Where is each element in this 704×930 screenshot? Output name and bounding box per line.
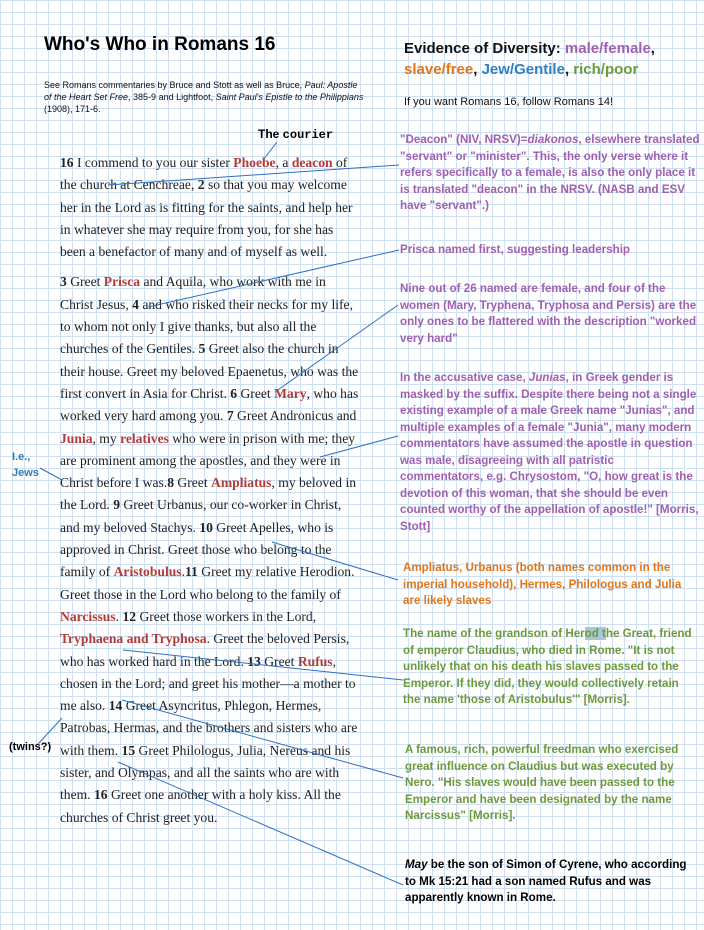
note-aristobulus-highlight: od t xyxy=(584,627,606,640)
connector-deacon xyxy=(108,165,399,185)
scripture-text-run: and Aquila, who work with me in Christ Jesus, xyxy=(60,274,326,312)
scripture-text-run: I commend to you our sister xyxy=(73,155,234,170)
verse-number: 16 xyxy=(60,155,74,170)
scripture-text-run: , my xyxy=(92,430,121,446)
verse-number: 12 xyxy=(122,608,137,624)
scripture-text-run: . xyxy=(181,564,186,580)
heading-slave-free: slave/free xyxy=(404,61,474,78)
heading-comma: , xyxy=(564,61,574,78)
verse-number: 8 xyxy=(167,475,175,491)
heading-male-female: male/female xyxy=(564,40,651,57)
scripture-text-run: , my beloved in the Lord. xyxy=(60,475,357,513)
follow-romans-14-note: If you want Romans 16, follow Romans 14! xyxy=(404,96,614,108)
heading-comma: , xyxy=(473,61,482,78)
side-note-jews-line1: I.e., xyxy=(12,451,31,463)
scripture-text-run: Greet Apelles, who is approved in Christ. Greet those who belong to the family of xyxy=(60,519,334,580)
scripture-text-run: Greet Asyncritus, Phlegon, Hermes, Patrobas, Hermas, and the brothers and sisters who are with them. xyxy=(60,698,358,758)
scripture-text-run: so that you may welcome her in the Lord as is fitting for the saints, and help her in whatever she may require from you, for she has been a benefactor of many and of myself as well. xyxy=(60,177,353,260)
verse-number: 15 xyxy=(121,742,136,758)
courier-label-the: The xyxy=(258,127,283,141)
connector-prisca xyxy=(148,250,399,307)
name-mary: Mary xyxy=(274,385,307,401)
name-junia: Junia xyxy=(60,430,93,446)
name-tryphaena-tryphosa: Tryphaena and Tryphosa xyxy=(60,631,207,647)
connector-twins xyxy=(38,718,62,744)
note-narcissus: A famous, rich, powerful freedman who exercised great influence on Claudius but was executed by Nero. "His slaves would have been passed to the Emperor and have been designated by the name Narcissus" [Morris]. xyxy=(405,743,679,822)
courier-label-word: courier xyxy=(282,128,334,142)
verse-number: 3 xyxy=(60,274,67,290)
scripture-text-run: Greet those workers in the Lord, xyxy=(136,608,317,624)
note-rufus-rest: be the son of Simon of Cyrene, who according to Mk 15:21 had a son named Rufus and was apparently known in Rome. xyxy=(405,858,687,904)
note-rufus-may: May xyxy=(405,858,428,871)
scripture-text-run: Greet also the church in their house. Greet my beloved Epaenetus, who was the first convert in Asia for Christ. xyxy=(60,341,359,401)
scripture-text-run: Greet xyxy=(260,653,298,669)
verse-number: 11 xyxy=(185,564,198,580)
connector-worked-hard xyxy=(320,436,398,457)
connector-aristobulus xyxy=(123,650,403,680)
scripture-text-run: Greet xyxy=(174,475,212,491)
scripture-text-run: Greet one another with a holy kiss. All the churches of Christ greet you. xyxy=(60,787,341,825)
note-junia-greek: Junias xyxy=(528,371,566,384)
reference-book-lightfoot: Saint Paul's Epistle to the Philippians xyxy=(215,92,364,102)
scripture-text-run: . Greet the beloved Persis, who has worked hard in the Lord. xyxy=(60,631,350,669)
verse-number: 6 xyxy=(230,385,238,401)
connector-courier xyxy=(263,142,277,160)
references-prefix: See Romans commentaries by Bruce and Stott as well as Bruce, xyxy=(44,80,305,90)
verse-number: 10 xyxy=(199,519,213,535)
references-mid: , 385-9 and Lightfoot, xyxy=(128,92,216,102)
verse-number: 14 xyxy=(108,698,123,714)
side-note-jews-line2: Jews xyxy=(12,467,39,479)
verse-number: 7 xyxy=(226,408,234,424)
connector-narcissus xyxy=(122,700,403,778)
note-deacon-c: , elsewhere translated "servant" or "minister". This, the only verse where it refers specifically to a female, is also the only place it is translated "deacon" in the NRSV. (NASB and ESV have "servant".) xyxy=(400,133,700,212)
name-rufus: Rufus xyxy=(297,653,333,669)
word-deacon: deacon xyxy=(291,155,333,170)
verse-number: 13 xyxy=(247,653,261,669)
name-prisca: Prisca xyxy=(103,274,141,290)
verse-number: 5 xyxy=(198,341,206,357)
references-suffix: (1908), 171-6. xyxy=(44,104,101,114)
scripture-text-run: and who risked their necks for my life, to whom not only I give thanks, but also all the churches of the Gentiles. xyxy=(60,296,353,357)
scripture-text-run: Greet xyxy=(66,274,104,290)
connector-jews xyxy=(40,468,62,480)
reference-book-bruce: Paul: Apostle of the Heart Set Free xyxy=(44,80,358,102)
scripture-text-run: of the church at Cenchreae, xyxy=(60,155,348,193)
heading-comma: , xyxy=(650,40,655,57)
scripture-text-run: who were in prison with me; they are prominent among the apostles, and they were in Christ before I was. xyxy=(60,430,356,491)
name-phoebe: Phoebe xyxy=(233,155,276,170)
verse-number: 16 xyxy=(93,787,108,803)
connector-rufus xyxy=(118,762,403,885)
connector-slaves xyxy=(272,542,398,580)
side-note-twins: (twins?) xyxy=(9,741,52,753)
scripture-text-run: Greet Urbanus, our co-worker in Christ, and my beloved Stachys. xyxy=(60,497,342,535)
verse-number: 4 xyxy=(132,296,139,312)
scripture-text-run: , chosen in the Lord; and greet his mother—a mother to me also. xyxy=(60,653,356,714)
note-slaves: Ampliatus, Urbanus (both names common in the imperial household), Hermes, Philologus and Julia are likely slaves xyxy=(403,561,682,607)
scripture-text-run: Greet Philologus, Julia, Nereus and his sister, and Olympas, and all the saints who are with them. xyxy=(60,742,351,803)
scripture-text-run: Greet xyxy=(237,385,275,401)
scripture-text-run: . xyxy=(115,608,123,624)
name-narcissus: Narcissus xyxy=(60,608,116,624)
heading-rich-poor: rich/poor xyxy=(573,61,639,78)
scripture-text-run: Greet Andronicus and xyxy=(233,408,357,424)
note-deacon-a: "Deacon" (NIV, NRSV)= xyxy=(400,133,528,146)
page-title: Who's Who in Romans 16 xyxy=(44,34,276,55)
scripture-text-run: , who has worked very hard among you. xyxy=(60,385,359,424)
name-ampliatus: Ampliatus xyxy=(211,475,272,491)
scripture-text-run: Greet my relative Herodion. Greet those in the Lord who belong to the family of xyxy=(60,564,355,602)
heading-prefix: Evidence of Diversity: xyxy=(404,40,565,57)
heading-jew-gentile: Jew/Gentile xyxy=(481,61,565,78)
note-junia-c: , in Greek gender is masked by the suffix. Despite there being not a single existing example of a male Greek name "Junias", and multiple examples of a female "Junia", many modern commentators have assumed the apostle in question was male, disagreeing with all patristic commentators, e.g. Chrysostom, "O, how great is the devotion of this woman, that she should be even counted worthy of the appellation of apostle!" [Morris, Stott] xyxy=(400,371,699,533)
verse-number: 2 xyxy=(197,177,205,193)
name-aristobulus: Aristobulus xyxy=(113,564,182,580)
note-prisca: Prisca named first, suggesting leadership xyxy=(400,243,631,256)
scripture-text-run: , a xyxy=(275,155,292,170)
note-aristobulus-a: The name of the grandson of Her xyxy=(403,627,585,640)
word-relatives: relatives xyxy=(120,430,169,446)
verse-number: 9 xyxy=(113,497,121,513)
connector-nine-of-26 xyxy=(275,305,398,392)
note-nine-of-26: Nine out of 26 named are female, and four of the women (Mary, Tryphena, Tryphosa and Persis) are the only ones to be flattered with the description "worked very hard" xyxy=(400,282,697,345)
note-junia-a: In the accusative case, xyxy=(400,371,529,384)
note-aristobulus-b: he Great, friend of emperor Claudius, who died in Rome. "It is not unlikely that on his death his slaves passed to the Emperor. If they did, they would collectively retain the name 'those of Aristobulus'" [Morris]. xyxy=(403,627,692,706)
note-deacon-greek: diakonos xyxy=(527,133,579,146)
